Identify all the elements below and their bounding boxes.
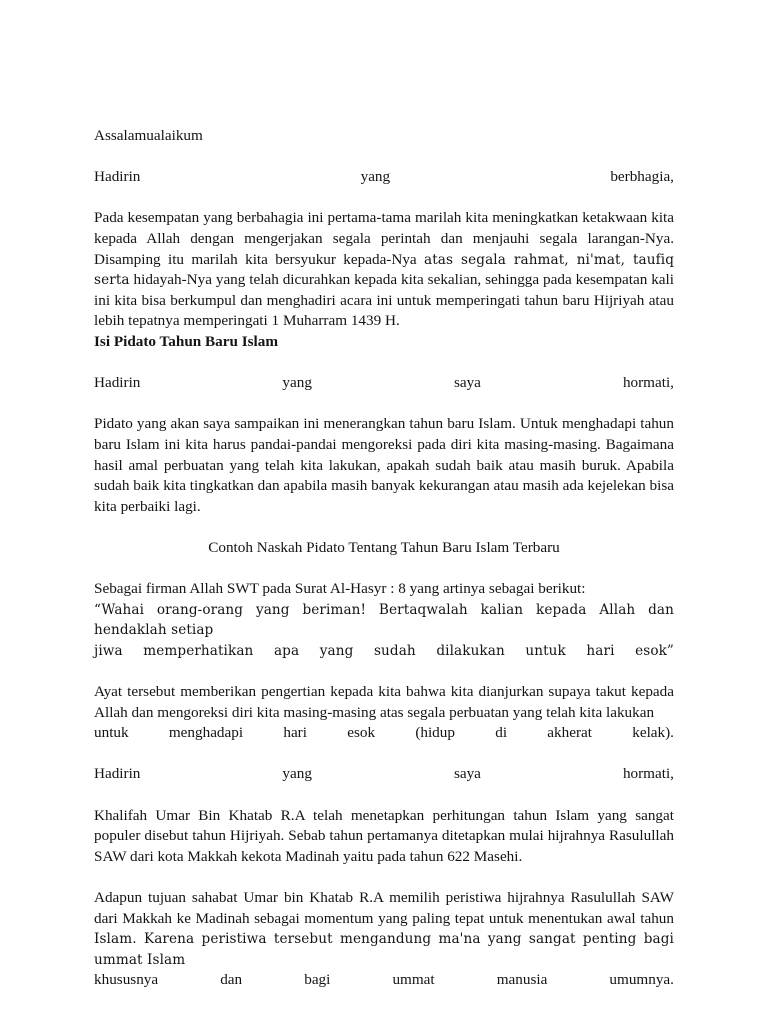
subtitle: Contoh Naskah Pidato Tentang Tahun Baru Islam Terbaru — [208, 538, 560, 556]
quote-word: esok” — [635, 642, 674, 659]
paragraph-word: umumnya. — [609, 971, 674, 989]
address-line-2 — [94, 373, 674, 394]
paragraph-text: Adapun tujuan sahabat Umar bin Khatab R.A memilih peristiwa hijrahnya Rasulullah SAW dari Makkah ke Madinah sebagai momentum yang paling tepat untuk menentukan awal tahun — [94, 888, 674, 927]
paragraph-opening — [94, 208, 674, 332]
paragraph-text: Islam. Karena peristiwa tersebut mengandung ma'na yang sangat penting bagi ummat Islam — [94, 931, 674, 968]
document-body — [94, 126, 674, 991]
paragraph-word: di — [495, 724, 508, 742]
address-line-3 — [94, 764, 674, 785]
paragraph-text — [94, 888, 674, 970]
quote-word: hari — [586, 642, 615, 659]
address-word: yang — [282, 374, 312, 392]
quote-line-1: Sebagai firman Allah SWT pada Surat Al-Hasyr : 8 yang artinya sebagai berikut: — [94, 580, 586, 598]
quote-word: apa — [273, 642, 300, 659]
address-line-1 — [94, 167, 674, 188]
paragraph-quote — [94, 579, 674, 661]
quote-word: yang — [319, 642, 354, 659]
quote-word: dilakukan — [436, 642, 505, 659]
paragraph-last-line — [94, 723, 674, 744]
quote-line-2: “Wahai orang-orang yang beriman! Bertaqwalah kalian kepada Allah dan hendaklah setiap — [94, 601, 674, 639]
paragraph-text: atas segala rahmat, ni'mat, taufiq serta — [94, 251, 674, 289]
paragraph-word: hari — [283, 724, 307, 742]
address-word: yang — [282, 765, 312, 783]
paragraph-word: ummat — [392, 971, 435, 989]
quote-word: jiwa — [94, 642, 123, 659]
paragraph-word: khususnya — [94, 971, 159, 989]
paragraph-umar: Khalifah Umar Bin Khatab R.A telah menetapkan perhitungan tahun Islam yang sangat populer disebut tahun Hijriyah. Sebab tahun pertamanya ditetapkan mulai hijrahnya Rasulullah SAW dari kota Makkah kekota Madinah yaitu pada tahun 622 Masehi. — [94, 806, 674, 865]
address-word: hormati, — [622, 374, 674, 392]
paragraph-tujuan — [94, 888, 674, 991]
paragraph-text: Pada kesempatan yang berbahagia ini pertama-tama marilah kita meningkatkan ketakwaan kita kepada Allah dengan mengerjakan segala perintah dan menjauhi segala larangan-Nya. Disamping itu marilah kita bersyukur kepada-Nya — [94, 209, 674, 268]
paragraph-ayat — [94, 682, 674, 744]
address-word: Hadirin — [94, 168, 141, 186]
address-word: hormati, — [622, 765, 674, 783]
greeting: Assalamualaikum — [94, 127, 203, 144]
quote-line-3 — [94, 641, 674, 662]
address-word: yang — [360, 168, 391, 186]
paragraph-word: kelak). — [632, 724, 674, 742]
address-word: Hadirin — [94, 374, 141, 392]
paragraph-word: manusia — [496, 971, 548, 989]
paragraph-word: esok — [347, 724, 376, 742]
paragraph-word: untuk — [94, 724, 129, 742]
quote-word: sudah — [373, 642, 416, 659]
paragraph-text: hidayah-Nya yang telah dicurahkan kepada kita sekalian, sehingga pada kesempatan kali ini kita bisa berkumpul dan menghadiri acara ini untuk memperingati tahun baru Hijriyah atau lebih tepatnya memperingati 1 Muharram 1439 H. — [94, 271, 674, 330]
address-word: berbhagia, — [610, 168, 674, 186]
quote-word: untuk — [525, 642, 566, 659]
paragraph-word: dan — [220, 971, 243, 989]
quote-word: memperhatikan — [143, 642, 254, 659]
address-word: saya — [453, 765, 481, 783]
paragraph-word: bagi — [304, 971, 331, 989]
paragraph-intro: Pidato yang akan saya sampaikan ini menerangkan tahun baru Islam. Untuk menghadapi tahun baru Islam ini kita harus pandai-pandai mengoreksi pada diri kita masing-masing. Bagaimana hasil amal perbuatan yang telah kita lakukan, apakah sudah baik atau masih buruk. Apabila sudah baik kita tingkatkan dan apabila masih banyak kekurangan atau masih ada kejelekan bisa kita perbaiki lagi. — [94, 415, 674, 515]
paragraph-last-line — [94, 970, 674, 991]
address-word: saya — [453, 374, 481, 392]
address-word: Hadirin — [94, 765, 141, 783]
paragraph-text: Ayat tersebut memberikan pengertian kepada kita bahwa kita dianjurkan supaya takut kepada Allah dan mengoreksi diri kita masing-masing atas segala perbuatan yang telah kita lakukan — [94, 683, 674, 721]
paragraph-word: menghadapi — [168, 724, 244, 742]
section-heading: Isi Pidato Tahun Baru Islam — [94, 332, 279, 350]
paragraph-word: akherat — [547, 724, 592, 742]
paragraph-word: (hidup — [415, 724, 455, 742]
